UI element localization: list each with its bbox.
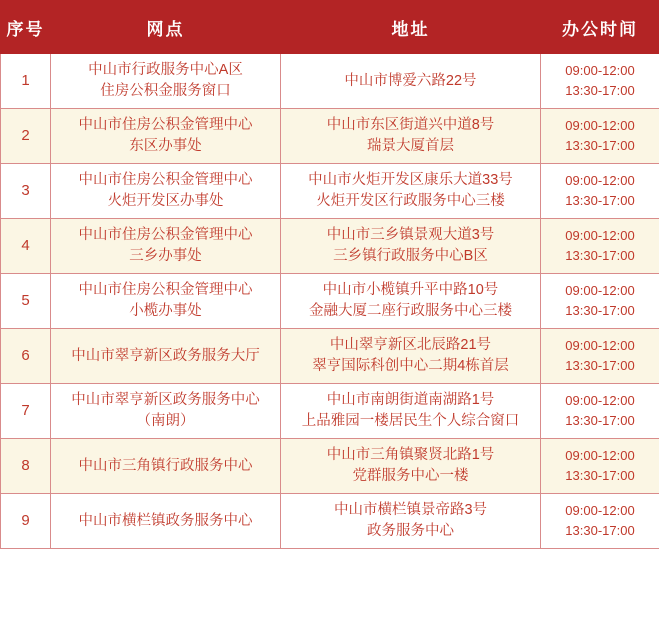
row-sequence: 9 bbox=[1, 494, 51, 549]
address-line: 中山市小榄镇升平中路10号 bbox=[322, 282, 499, 299]
address-line: 翠亨国际科创中心二期4栋首层 bbox=[312, 358, 509, 375]
row-hours bbox=[541, 109, 659, 164]
row-branch-name bbox=[51, 274, 281, 329]
row-hours bbox=[541, 274, 659, 329]
row-address bbox=[281, 219, 541, 274]
row-address bbox=[281, 109, 541, 164]
row-sequence: 4 bbox=[1, 219, 51, 274]
hours-line: 09:00-12:00 bbox=[565, 172, 635, 188]
table-row bbox=[1, 274, 659, 329]
address-line: 上品雅园一楼居民生个人综合窗口 bbox=[301, 413, 520, 430]
address-line: 金融大厦二座行政服务中心三楼 bbox=[309, 303, 512, 320]
branch-name-line: 中山市住房公积金管理中心 bbox=[78, 282, 253, 299]
table-header bbox=[1, 1, 659, 54]
row-branch-name bbox=[51, 494, 281, 549]
hours-line: 13:30-17:00 bbox=[565, 83, 635, 99]
branch-name-line: 中山市住房公积金管理中心 bbox=[78, 172, 253, 189]
row-sequence: 2 bbox=[1, 109, 51, 164]
row-sequence: 1 bbox=[1, 54, 51, 109]
address-line: 中山市东区街道兴中道8号 bbox=[326, 117, 495, 134]
address-line: 中山市火炬开发区康乐大道33号 bbox=[308, 172, 513, 189]
address-line: 中山市三角镇聚贤北路1号 bbox=[326, 447, 495, 464]
row-address bbox=[281, 164, 541, 219]
row-address bbox=[281, 384, 541, 439]
row-branch-name bbox=[51, 109, 281, 164]
row-hours bbox=[541, 494, 659, 549]
address-line: 瑞景大厦首层 bbox=[367, 138, 454, 155]
hours-line: 13:30-17:00 bbox=[565, 303, 635, 319]
table-body bbox=[1, 54, 659, 549]
row-branch-name bbox=[51, 164, 281, 219]
table-row bbox=[1, 329, 659, 384]
row-sequence: 5 bbox=[1, 274, 51, 329]
table-header-row bbox=[1, 1, 659, 54]
address-line: 中山市横栏镇景帝路3号 bbox=[333, 502, 488, 519]
branch-name-line: 中山市横栏镇政务服务中心 bbox=[78, 512, 253, 529]
branch-name-line: 火炬开发区办事处 bbox=[107, 193, 224, 210]
branch-name-line: 中山市行政服务中心A区 bbox=[88, 62, 243, 78]
branch-name-line: 住房公积金服务窗口 bbox=[100, 83, 231, 100]
row-address bbox=[281, 439, 541, 494]
table-row bbox=[1, 384, 659, 439]
row-address bbox=[281, 274, 541, 329]
row-sequence: 8 bbox=[1, 439, 51, 494]
hours-line: 09:00-12:00 bbox=[565, 117, 635, 133]
column-header-hours: 办公时间 bbox=[541, 1, 659, 54]
row-hours bbox=[541, 164, 659, 219]
row-branch-name bbox=[51, 329, 281, 384]
row-hours bbox=[541, 439, 659, 494]
hours-line: 13:30-17:00 bbox=[565, 523, 635, 539]
hours-line: 09:00-12:00 bbox=[565, 227, 635, 243]
branch-name-line: 中山市住房公积金管理中心 bbox=[78, 117, 253, 134]
address-line: 中山市三乡镇景观大道3号 bbox=[326, 227, 495, 244]
branch-name-line: 三乡办事处 bbox=[129, 248, 202, 265]
branch-name-line: 中山市住房公积金管理中心 bbox=[78, 227, 253, 244]
hours-line: 09:00-12:00 bbox=[565, 503, 635, 519]
row-sequence: 3 bbox=[1, 164, 51, 219]
address-line: 党群服务中心一楼 bbox=[352, 468, 469, 485]
row-sequence: 6 bbox=[1, 329, 51, 384]
table-row bbox=[1, 109, 659, 164]
branch-name-line: 东区办事处 bbox=[129, 138, 202, 155]
address-line: 政务服务中心 bbox=[367, 523, 454, 540]
row-address bbox=[281, 54, 541, 109]
column-header-address: 地址 bbox=[281, 1, 541, 54]
address-line: 中山市博爱六路22号 bbox=[344, 72, 477, 89]
address-line: 火炬开发区行政服务中心三楼 bbox=[316, 193, 505, 210]
hours-line: 09:00-12:00 bbox=[565, 448, 635, 464]
hours-line: 09:00-12:00 bbox=[565, 338, 635, 354]
row-branch-name bbox=[51, 54, 281, 109]
hours-line: 09:00-12:00 bbox=[565, 283, 635, 298]
table-row bbox=[1, 494, 659, 549]
hours-line: 09:00-12:00 bbox=[565, 62, 635, 78]
row-hours bbox=[541, 54, 659, 109]
row-hours bbox=[541, 329, 659, 384]
row-address bbox=[281, 494, 541, 549]
row-address bbox=[281, 329, 541, 384]
row-sequence: 7 bbox=[1, 384, 51, 439]
table-row bbox=[1, 219, 659, 274]
row-hours bbox=[541, 384, 659, 439]
hours-line: 13:30-17:00 bbox=[565, 248, 635, 264]
hours-line: 13:30-17:00 bbox=[565, 193, 635, 209]
address-line: 中山市南朗街道南湖路1号 bbox=[326, 392, 495, 409]
column-header-branch: 网点 bbox=[51, 1, 281, 54]
address-line: 三乡镇行政服务中心B区 bbox=[333, 248, 488, 265]
table-row bbox=[1, 54, 659, 109]
branch-name-line: 中山市翠亨新区政务服务大厅 bbox=[71, 347, 260, 364]
hours-line: 13:30-17:00 bbox=[565, 358, 635, 374]
address-line: 中山翠亨新区北辰路21号 bbox=[329, 337, 492, 354]
row-branch-name bbox=[51, 384, 281, 439]
hours-line: 09:00-12:00 bbox=[565, 393, 635, 409]
table-row bbox=[1, 439, 659, 494]
row-hours bbox=[541, 219, 659, 274]
row-branch-name bbox=[51, 439, 281, 494]
hours-line: 13:30-17:00 bbox=[565, 138, 635, 154]
branch-name-line: 小榄办事处 bbox=[129, 303, 202, 320]
column-header-seq: 序号 bbox=[1, 1, 51, 54]
row-branch-name bbox=[51, 219, 281, 274]
branch-name-line: 中山市三角镇行政服务中心 bbox=[78, 457, 253, 474]
table-row bbox=[1, 164, 659, 219]
branch-name-line: 中山市翠亨新区政务服务中心 bbox=[71, 392, 260, 409]
hours-line: 13:30-17:00 bbox=[565, 468, 635, 484]
branch-name-line: （南朗） bbox=[136, 413, 195, 430]
hours-line: 13:30-17:00 bbox=[565, 413, 635, 429]
